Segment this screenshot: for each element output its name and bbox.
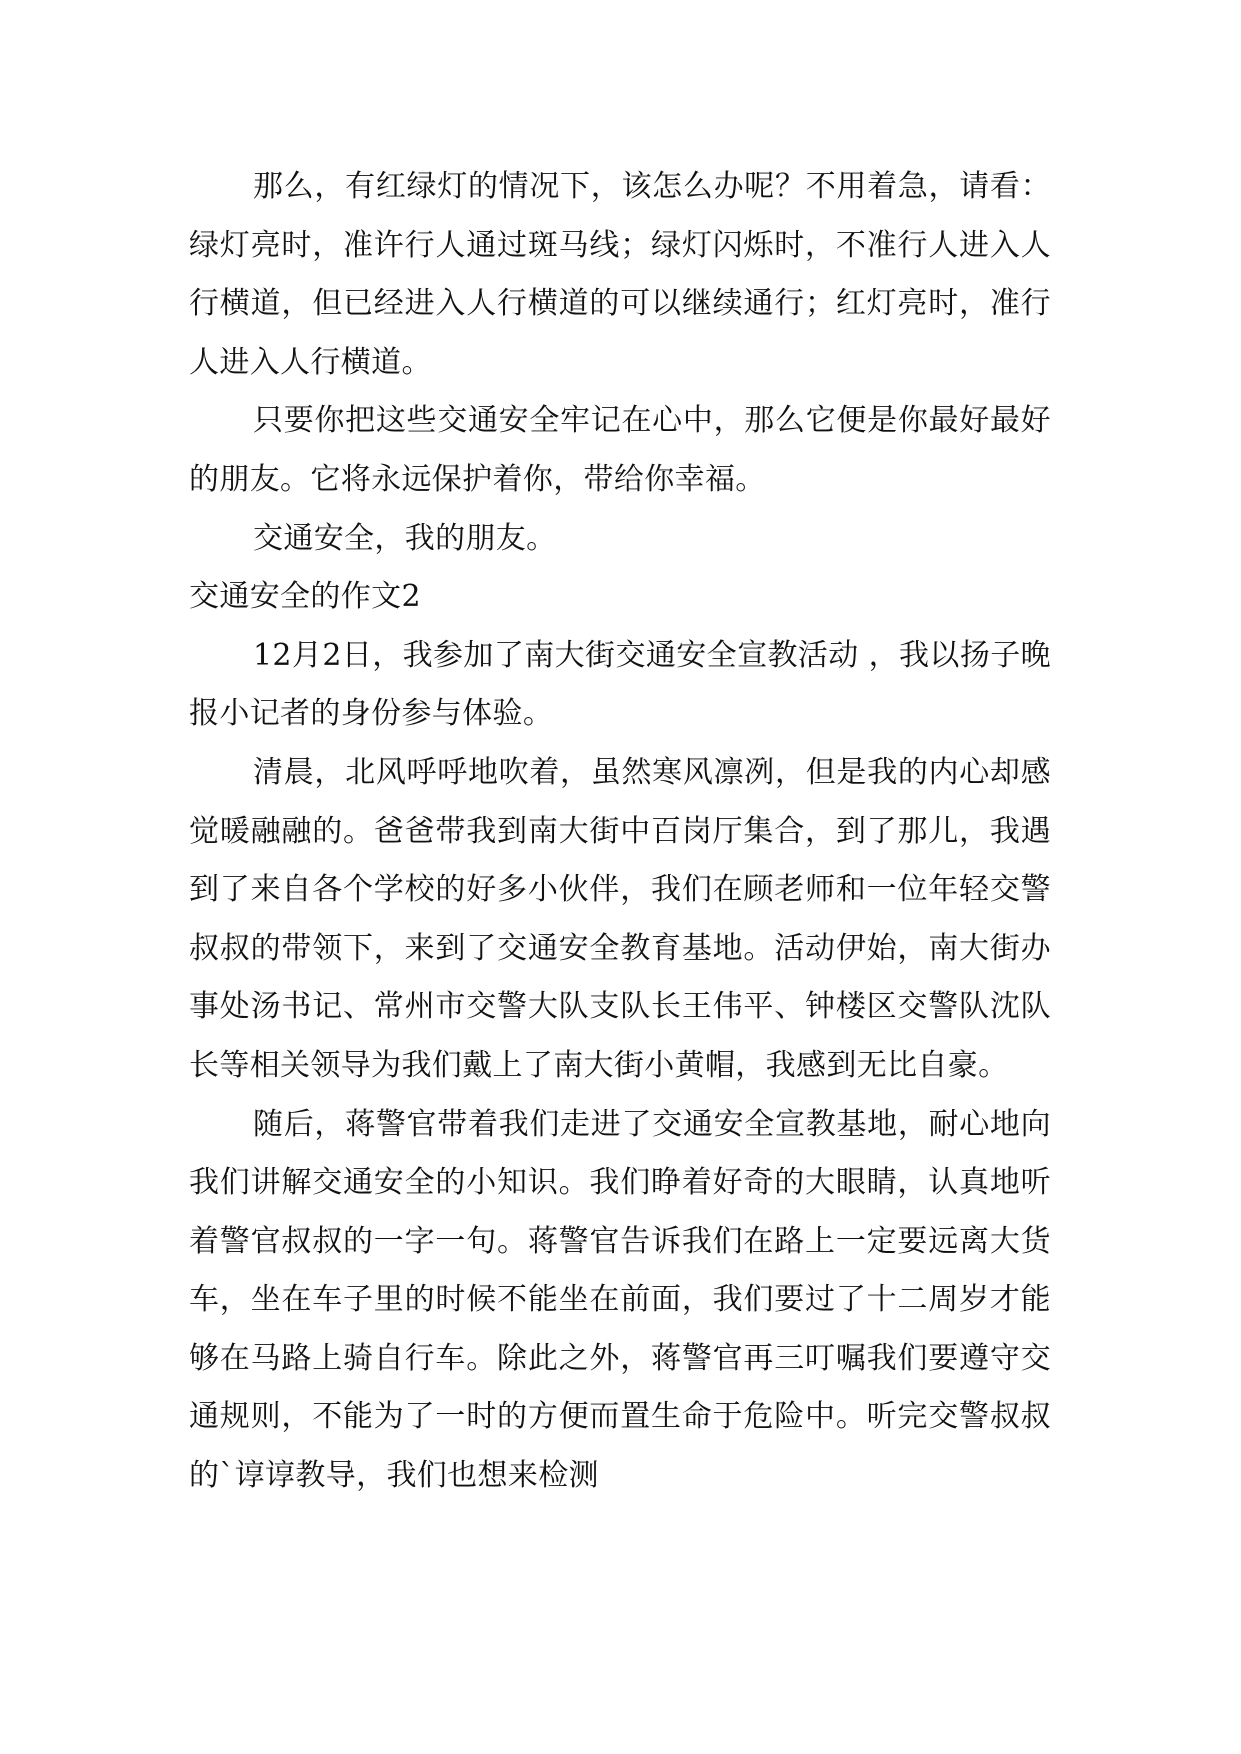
document-body: [189, 158, 1051, 1506]
paragraph-event-date: 12月2日，我参加了南大街交通安全宣教活动 ，我以扬子晚报小记者的身份参与体验。: [189, 637, 1051, 732]
paragraph-traffic-lights: 那么，有红绿灯的情况下，该怎么办呢？不用着急，请看：绿灯亮时，准许行人通过斑马线；绿灯闪烁时，不准行人进入人行横道，但已经进入人行横道的可以继续通行；红灯亮时，准行人进入人行横道。: [189, 169, 1051, 380]
paragraph-closing-line: 交通安全，我的朋友。: [253, 520, 557, 556]
paragraph-morning-gathering: 清晨，北风呼呼地吹着，虽然寒风凛冽，但是我的内心却感觉暖融融的。爸爸带我到南大街中百岗厅集合，到了那儿，我遇到了来自各个学校的好多小伙伴，我们在顾老师和一位年轻交警叔叔的带领下，来到了交通安全教育基地。活动伊始，南大街办事处汤书记、常州市交警大队支队长王伟平、钟楼区交警队沈队长等相关领导为我们戴上了南大街小黄帽，我感到无比自豪。: [189, 754, 1051, 1083]
paragraph-best-friend: 只要你把这些交通安全牢记在心中，那么它便是你最好最好的朋友。它将永远保护着你，带给你幸福。: [189, 403, 1051, 497]
paragraph-safety-lesson: 随后，蒋警官带着我们走进了交通安全宣教基地，耐心地向我们讲解交通安全的小知识。我们睁着好奇的大眼睛，认真地听着警官叔叔的一字一句。蒋警官告诉我们在路上一定要远离大货车，坐在车子里的时候不能坐在前面，我们要过了十二周岁才能够在马路上骑自行车。除此之外，蒋警官再三叮嘱我们要遵守交通规则，不能为了一时的方便而置生命于危险中。听完交警叔叔的`谆谆教导，我们也想来检测: [189, 1106, 1051, 1494]
section-title: 交通安全的作文2: [189, 579, 421, 615]
